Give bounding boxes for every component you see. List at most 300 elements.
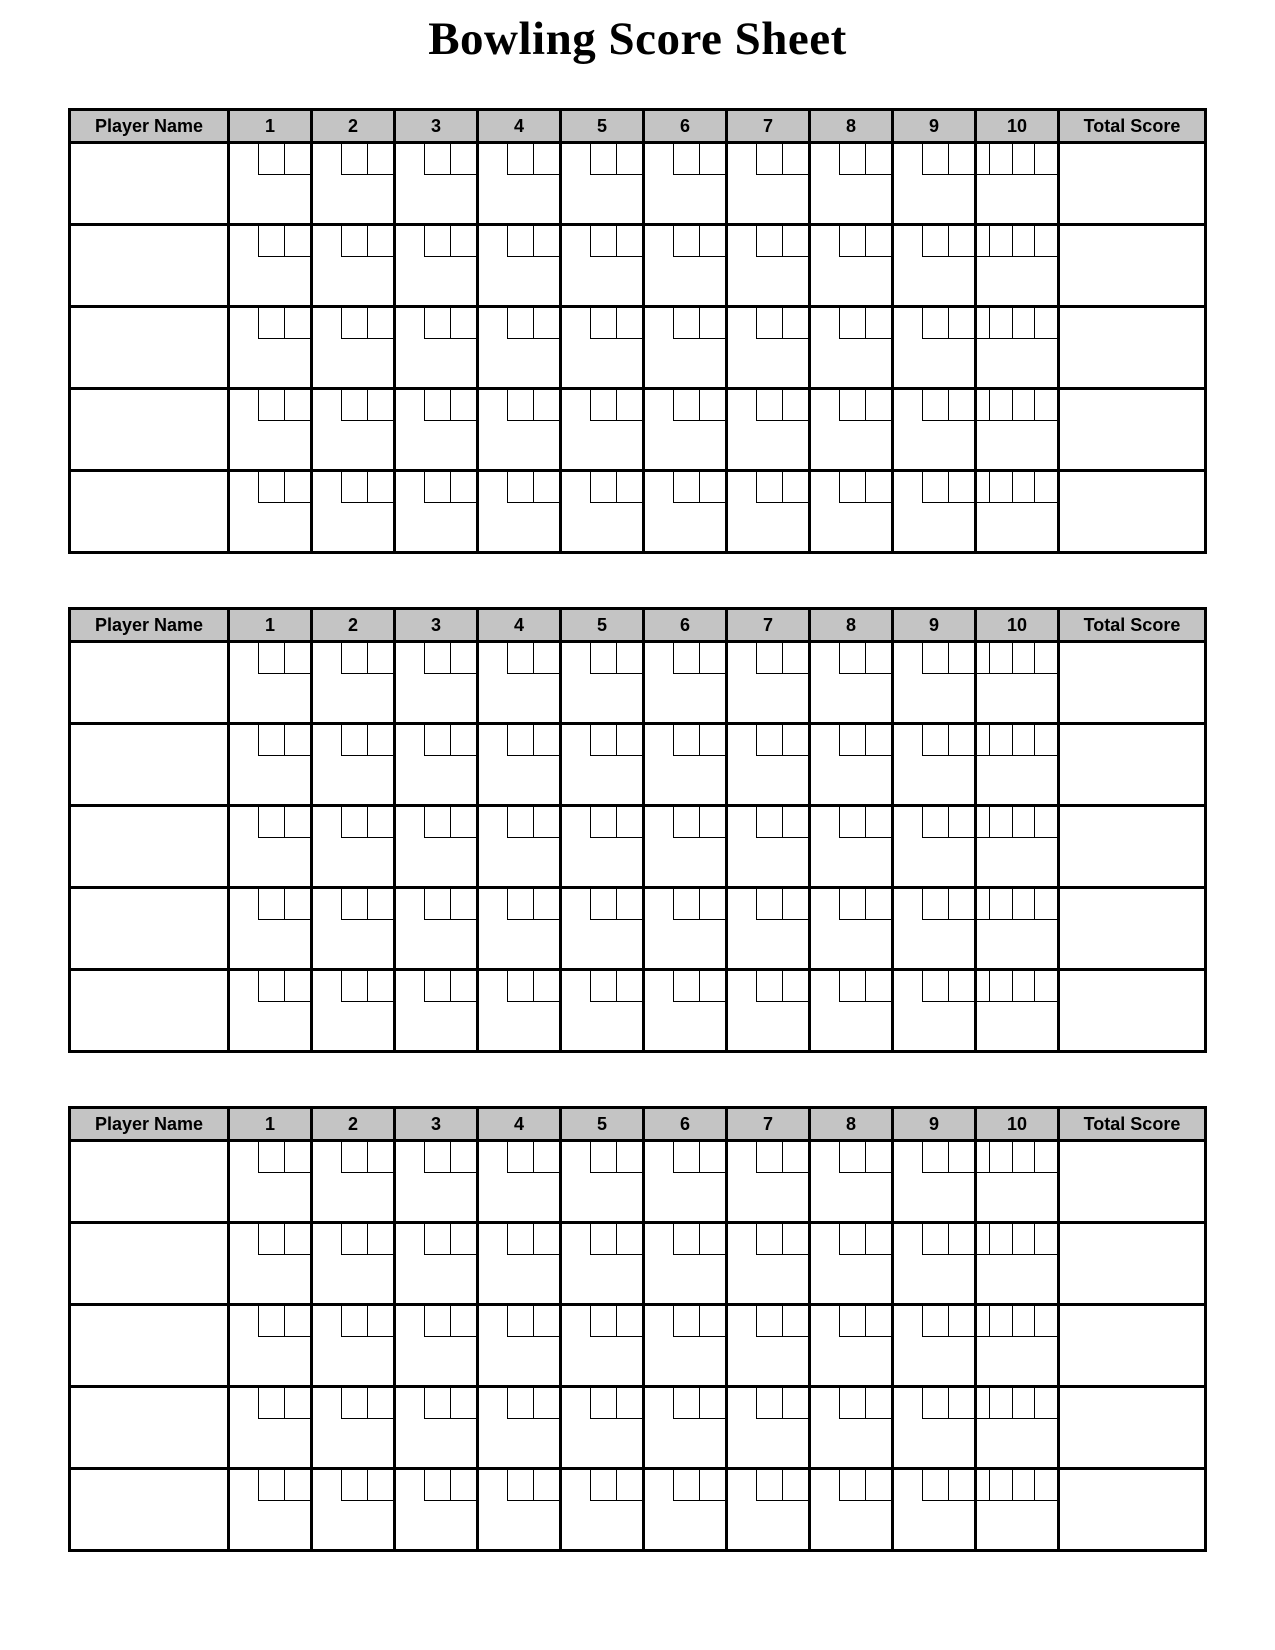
frame-cell-9[interactable] — [894, 226, 974, 305]
frame-cell-8[interactable] — [811, 1142, 891, 1221]
throw-box[interactable] — [590, 643, 616, 674]
throw-box[interactable] — [424, 144, 450, 175]
frame-cell-8[interactable] — [811, 308, 891, 387]
throw-box[interactable] — [839, 1470, 865, 1501]
throw-box[interactable] — [424, 472, 450, 503]
frame-cell-10[interactable] — [977, 725, 1057, 804]
throw-box[interactable] — [367, 472, 393, 503]
frame-cell-10[interactable] — [977, 308, 1057, 387]
frame-cell-5[interactable] — [562, 390, 642, 469]
frame-cell-8[interactable] — [811, 144, 891, 223]
throw-box[interactable] — [756, 971, 782, 1002]
throw-box[interactable] — [1034, 807, 1057, 838]
frame-cell-6[interactable] — [645, 144, 725, 223]
throw-box[interactable] — [989, 807, 1012, 838]
throw-box[interactable] — [756, 1306, 782, 1337]
frame-cell-7[interactable] — [728, 226, 808, 305]
throw-box[interactable] — [948, 1142, 974, 1173]
frame-cell-1[interactable] — [230, 308, 310, 387]
frame-cell-6[interactable] — [645, 390, 725, 469]
frame-cell-2[interactable] — [313, 1470, 393, 1549]
total-score-cell[interactable] — [1060, 1388, 1204, 1467]
throw-box[interactable] — [673, 1470, 699, 1501]
throw-box[interactable] — [450, 889, 476, 920]
throw-box[interactable] — [756, 889, 782, 920]
throw-box[interactable] — [1034, 390, 1057, 421]
throw-box[interactable] — [507, 390, 533, 421]
throw-box[interactable] — [839, 472, 865, 503]
throw-box[interactable] — [948, 390, 974, 421]
throw-box[interactable] — [865, 226, 891, 257]
throw-box[interactable] — [989, 889, 1012, 920]
frame-cell-10[interactable] — [977, 226, 1057, 305]
throw-box[interactable] — [756, 144, 782, 175]
frame-cell-1[interactable] — [230, 889, 310, 968]
frame-cell-4[interactable] — [479, 725, 559, 804]
throw-box[interactable] — [839, 971, 865, 1002]
throw-box[interactable] — [258, 725, 284, 756]
throw-box[interactable] — [865, 472, 891, 503]
throw-box[interactable] — [673, 308, 699, 339]
throw-box[interactable] — [865, 889, 891, 920]
frame-cell-7[interactable] — [728, 1388, 808, 1467]
player-name-cell[interactable] — [71, 308, 227, 387]
frame-cell-5[interactable] — [562, 226, 642, 305]
frame-cell-3[interactable] — [396, 144, 476, 223]
frame-cell-2[interactable] — [313, 1142, 393, 1221]
throw-box[interactable] — [782, 889, 808, 920]
frame-cell-2[interactable] — [313, 1306, 393, 1385]
frame-cell-10[interactable] — [977, 643, 1057, 722]
frame-cell-4[interactable] — [479, 1224, 559, 1303]
throw-box[interactable] — [699, 1224, 725, 1255]
throw-box[interactable] — [865, 1306, 891, 1337]
throw-box[interactable] — [922, 144, 948, 175]
frame-cell-4[interactable] — [479, 390, 559, 469]
frame-cell-4[interactable] — [479, 144, 559, 223]
frame-cell-7[interactable] — [728, 643, 808, 722]
frame-cell-7[interactable] — [728, 308, 808, 387]
throw-box[interactable] — [756, 1142, 782, 1173]
throw-box[interactable] — [1034, 725, 1057, 756]
frame-cell-3[interactable] — [396, 390, 476, 469]
throw-box[interactable] — [533, 1388, 559, 1419]
throw-box[interactable] — [756, 226, 782, 257]
throw-box[interactable] — [948, 226, 974, 257]
frame-cell-1[interactable] — [230, 390, 310, 469]
throw-box[interactable] — [341, 1470, 367, 1501]
throw-box[interactable] — [782, 144, 808, 175]
throw-box[interactable] — [1012, 889, 1035, 920]
frame-cell-2[interactable] — [313, 226, 393, 305]
total-score-cell[interactable] — [1060, 226, 1204, 305]
total-score-cell[interactable] — [1060, 889, 1204, 968]
throw-box[interactable] — [1034, 1388, 1057, 1419]
throw-box[interactable] — [1012, 1142, 1035, 1173]
throw-box[interactable] — [424, 725, 450, 756]
throw-box[interactable] — [1012, 1306, 1035, 1337]
throw-box[interactable] — [948, 889, 974, 920]
throw-box[interactable] — [948, 1470, 974, 1501]
total-score-cell[interactable] — [1060, 308, 1204, 387]
throw-box[interactable] — [699, 807, 725, 838]
frame-cell-9[interactable] — [894, 807, 974, 886]
throw-box[interactable] — [424, 971, 450, 1002]
throw-box[interactable] — [673, 390, 699, 421]
throw-box[interactable] — [839, 390, 865, 421]
throw-box[interactable] — [948, 1306, 974, 1337]
frame-cell-8[interactable] — [811, 1306, 891, 1385]
throw-box[interactable] — [424, 889, 450, 920]
throw-box[interactable] — [673, 1306, 699, 1337]
throw-box[interactable] — [533, 1306, 559, 1337]
throw-box[interactable] — [673, 144, 699, 175]
throw-box[interactable] — [284, 643, 310, 674]
frame-cell-1[interactable] — [230, 643, 310, 722]
throw-box[interactable] — [367, 390, 393, 421]
throw-box[interactable] — [839, 1306, 865, 1337]
throw-box[interactable] — [948, 144, 974, 175]
throw-box[interactable] — [756, 472, 782, 503]
throw-box[interactable] — [1012, 226, 1035, 257]
throw-box[interactable] — [699, 1470, 725, 1501]
frame-cell-3[interactable] — [396, 725, 476, 804]
throw-box[interactable] — [782, 971, 808, 1002]
throw-box[interactable] — [1034, 889, 1057, 920]
throw-box[interactable] — [507, 144, 533, 175]
player-name-cell[interactable] — [71, 889, 227, 968]
throw-box[interactable] — [533, 144, 559, 175]
throw-box[interactable] — [1034, 226, 1057, 257]
frame-cell-9[interactable] — [894, 1470, 974, 1549]
frame-cell-9[interactable] — [894, 1388, 974, 1467]
throw-box[interactable] — [424, 1388, 450, 1419]
throw-box[interactable] — [922, 1142, 948, 1173]
throw-box[interactable] — [989, 971, 1012, 1002]
throw-box[interactable] — [1012, 308, 1035, 339]
frame-cell-10[interactable] — [977, 1224, 1057, 1303]
frame-cell-4[interactable] — [479, 643, 559, 722]
throw-box[interactable] — [284, 308, 310, 339]
player-name-cell[interactable] — [71, 472, 227, 551]
throw-box[interactable] — [699, 1142, 725, 1173]
throw-box[interactable] — [948, 643, 974, 674]
throw-box[interactable] — [507, 725, 533, 756]
throw-box[interactable] — [284, 1306, 310, 1337]
throw-box[interactable] — [450, 1388, 476, 1419]
throw-box[interactable] — [1034, 1306, 1057, 1337]
player-name-cell[interactable] — [71, 226, 227, 305]
throw-box[interactable] — [533, 1142, 559, 1173]
throw-box[interactable] — [699, 725, 725, 756]
throw-box[interactable] — [424, 1142, 450, 1173]
throw-box[interactable] — [424, 1224, 450, 1255]
frame-cell-7[interactable] — [728, 1142, 808, 1221]
throw-box[interactable] — [865, 390, 891, 421]
frame-cell-1[interactable] — [230, 1388, 310, 1467]
throw-box[interactable] — [699, 390, 725, 421]
throw-box[interactable] — [590, 889, 616, 920]
frame-cell-6[interactable] — [645, 308, 725, 387]
throw-box[interactable] — [341, 308, 367, 339]
frame-cell-3[interactable] — [396, 1224, 476, 1303]
throw-box[interactable] — [284, 725, 310, 756]
throw-box[interactable] — [756, 643, 782, 674]
throw-box[interactable] — [756, 308, 782, 339]
frame-cell-9[interactable] — [894, 472, 974, 551]
total-score-cell[interactable] — [1060, 472, 1204, 551]
throw-box[interactable] — [590, 971, 616, 1002]
frame-cell-5[interactable] — [562, 144, 642, 223]
frame-cell-10[interactable] — [977, 144, 1057, 223]
throw-box[interactable] — [922, 1470, 948, 1501]
player-name-cell[interactable] — [71, 1306, 227, 1385]
throw-box[interactable] — [989, 144, 1012, 175]
throw-box[interactable] — [367, 971, 393, 1002]
throw-box[interactable] — [367, 725, 393, 756]
frame-cell-8[interactable] — [811, 472, 891, 551]
throw-box[interactable] — [284, 971, 310, 1002]
frame-cell-5[interactable] — [562, 725, 642, 804]
throw-box[interactable] — [284, 144, 310, 175]
throw-box[interactable] — [782, 226, 808, 257]
throw-box[interactable] — [450, 725, 476, 756]
frame-cell-8[interactable] — [811, 807, 891, 886]
frame-cell-6[interactable] — [645, 226, 725, 305]
throw-box[interactable] — [616, 725, 642, 756]
throw-box[interactable] — [341, 226, 367, 257]
frame-cell-9[interactable] — [894, 971, 974, 1050]
frame-cell-4[interactable] — [479, 308, 559, 387]
frame-cell-3[interactable] — [396, 308, 476, 387]
throw-box[interactable] — [367, 1142, 393, 1173]
frame-cell-3[interactable] — [396, 1306, 476, 1385]
throw-box[interactable] — [782, 807, 808, 838]
throw-box[interactable] — [922, 643, 948, 674]
throw-box[interactable] — [341, 390, 367, 421]
throw-box[interactable] — [507, 1142, 533, 1173]
frame-cell-2[interactable] — [313, 1224, 393, 1303]
throw-box[interactable] — [450, 1224, 476, 1255]
frame-cell-5[interactable] — [562, 308, 642, 387]
frame-cell-1[interactable] — [230, 1306, 310, 1385]
throw-box[interactable] — [367, 1470, 393, 1501]
throw-box[interactable] — [284, 472, 310, 503]
frame-cell-5[interactable] — [562, 889, 642, 968]
throw-box[interactable] — [865, 144, 891, 175]
frame-cell-6[interactable] — [645, 807, 725, 886]
throw-box[interactable] — [989, 1388, 1012, 1419]
throw-box[interactable] — [756, 725, 782, 756]
frame-cell-6[interactable] — [645, 1142, 725, 1221]
throw-box[interactable] — [948, 725, 974, 756]
throw-box[interactable] — [507, 1224, 533, 1255]
throw-box[interactable] — [367, 226, 393, 257]
throw-box[interactable] — [367, 889, 393, 920]
player-name-cell[interactable] — [71, 1470, 227, 1549]
throw-box[interactable] — [424, 807, 450, 838]
frame-cell-9[interactable] — [894, 643, 974, 722]
throw-box[interactable] — [922, 1306, 948, 1337]
frame-cell-1[interactable] — [230, 226, 310, 305]
throw-box[interactable] — [865, 1224, 891, 1255]
throw-box[interactable] — [590, 226, 616, 257]
frame-cell-9[interactable] — [894, 144, 974, 223]
frame-cell-8[interactable] — [811, 390, 891, 469]
throw-box[interactable] — [673, 226, 699, 257]
throw-box[interactable] — [341, 144, 367, 175]
frame-cell-4[interactable] — [479, 1306, 559, 1385]
throw-box[interactable] — [989, 226, 1012, 257]
frame-cell-2[interactable] — [313, 390, 393, 469]
throw-box[interactable] — [341, 1224, 367, 1255]
frame-cell-5[interactable] — [562, 1306, 642, 1385]
throw-box[interactable] — [507, 971, 533, 1002]
frame-cell-6[interactable] — [645, 725, 725, 804]
throw-box[interactable] — [782, 1306, 808, 1337]
throw-box[interactable] — [507, 643, 533, 674]
throw-box[interactable] — [673, 1142, 699, 1173]
throw-box[interactable] — [533, 308, 559, 339]
throw-box[interactable] — [590, 725, 616, 756]
frame-cell-2[interactable] — [313, 308, 393, 387]
frame-cell-1[interactable] — [230, 144, 310, 223]
player-name-cell[interactable] — [71, 807, 227, 886]
throw-box[interactable] — [756, 807, 782, 838]
player-name-cell[interactable] — [71, 1388, 227, 1467]
throw-box[interactable] — [756, 1224, 782, 1255]
throw-box[interactable] — [865, 725, 891, 756]
throw-box[interactable] — [1034, 1224, 1057, 1255]
frame-cell-6[interactable] — [645, 889, 725, 968]
throw-box[interactable] — [948, 1388, 974, 1419]
throw-box[interactable] — [782, 308, 808, 339]
frame-cell-8[interactable] — [811, 1470, 891, 1549]
throw-box[interactable] — [507, 1306, 533, 1337]
throw-box[interactable] — [367, 807, 393, 838]
throw-box[interactable] — [341, 1388, 367, 1419]
throw-box[interactable] — [989, 308, 1012, 339]
frame-cell-7[interactable] — [728, 1306, 808, 1385]
throw-box[interactable] — [258, 1388, 284, 1419]
frame-cell-1[interactable] — [230, 971, 310, 1050]
throw-box[interactable] — [839, 643, 865, 674]
throw-box[interactable] — [839, 1388, 865, 1419]
throw-box[interactable] — [782, 1224, 808, 1255]
throw-box[interactable] — [616, 144, 642, 175]
throw-box[interactable] — [673, 472, 699, 503]
throw-box[interactable] — [948, 971, 974, 1002]
frame-cell-10[interactable] — [977, 1142, 1057, 1221]
frame-cell-5[interactable] — [562, 807, 642, 886]
throw-box[interactable] — [839, 1142, 865, 1173]
frame-cell-6[interactable] — [645, 643, 725, 722]
player-name-cell[interactable] — [71, 971, 227, 1050]
throw-box[interactable] — [590, 144, 616, 175]
throw-box[interactable] — [341, 1142, 367, 1173]
frame-cell-2[interactable] — [313, 643, 393, 722]
throw-box[interactable] — [284, 1224, 310, 1255]
throw-box[interactable] — [673, 725, 699, 756]
throw-box[interactable] — [590, 1306, 616, 1337]
throw-box[interactable] — [450, 807, 476, 838]
throw-box[interactable] — [341, 472, 367, 503]
throw-box[interactable] — [782, 390, 808, 421]
throw-box[interactable] — [367, 144, 393, 175]
throw-box[interactable] — [865, 1142, 891, 1173]
throw-box[interactable] — [284, 390, 310, 421]
frame-cell-4[interactable] — [479, 1142, 559, 1221]
total-score-cell[interactable] — [1060, 144, 1204, 223]
frame-cell-1[interactable] — [230, 1224, 310, 1303]
throw-box[interactable] — [616, 1306, 642, 1337]
frame-cell-9[interactable] — [894, 725, 974, 804]
throw-box[interactable] — [533, 390, 559, 421]
frame-cell-5[interactable] — [562, 472, 642, 551]
throw-box[interactable] — [989, 643, 1012, 674]
frame-cell-2[interactable] — [313, 725, 393, 804]
frame-cell-10[interactable] — [977, 1388, 1057, 1467]
throw-box[interactable] — [258, 308, 284, 339]
throw-box[interactable] — [341, 725, 367, 756]
frame-cell-2[interactable] — [313, 472, 393, 551]
frame-cell-8[interactable] — [811, 725, 891, 804]
throw-box[interactable] — [922, 472, 948, 503]
frame-cell-7[interactable] — [728, 472, 808, 551]
throw-box[interactable] — [590, 1224, 616, 1255]
throw-box[interactable] — [673, 643, 699, 674]
throw-box[interactable] — [590, 472, 616, 503]
throw-box[interactable] — [284, 1470, 310, 1501]
throw-box[interactable] — [673, 1388, 699, 1419]
throw-box[interactable] — [450, 144, 476, 175]
frame-cell-4[interactable] — [479, 807, 559, 886]
frame-cell-4[interactable] — [479, 971, 559, 1050]
throw-box[interactable] — [782, 1388, 808, 1419]
throw-box[interactable] — [533, 472, 559, 503]
frame-cell-7[interactable] — [728, 1470, 808, 1549]
frame-cell-10[interactable] — [977, 1306, 1057, 1385]
throw-box[interactable] — [507, 472, 533, 503]
throw-box[interactable] — [258, 1142, 284, 1173]
throw-box[interactable] — [341, 643, 367, 674]
frame-cell-10[interactable] — [977, 1470, 1057, 1549]
throw-box[interactable] — [839, 889, 865, 920]
throw-box[interactable] — [1034, 144, 1057, 175]
throw-box[interactable] — [673, 889, 699, 920]
throw-box[interactable] — [507, 308, 533, 339]
throw-box[interactable] — [1034, 472, 1057, 503]
throw-box[interactable] — [590, 1388, 616, 1419]
throw-box[interactable] — [673, 807, 699, 838]
throw-box[interactable] — [450, 226, 476, 257]
throw-box[interactable] — [616, 1224, 642, 1255]
frame-cell-9[interactable] — [894, 889, 974, 968]
throw-box[interactable] — [1012, 144, 1035, 175]
throw-box[interactable] — [922, 889, 948, 920]
throw-box[interactable] — [341, 1306, 367, 1337]
frame-cell-8[interactable] — [811, 226, 891, 305]
player-name-cell[interactable] — [71, 643, 227, 722]
throw-box[interactable] — [424, 1306, 450, 1337]
throw-box[interactable] — [865, 308, 891, 339]
frame-cell-9[interactable] — [894, 308, 974, 387]
throw-box[interactable] — [507, 226, 533, 257]
throw-box[interactable] — [450, 472, 476, 503]
throw-box[interactable] — [922, 226, 948, 257]
throw-box[interactable] — [699, 1306, 725, 1337]
throw-box[interactable] — [699, 226, 725, 257]
